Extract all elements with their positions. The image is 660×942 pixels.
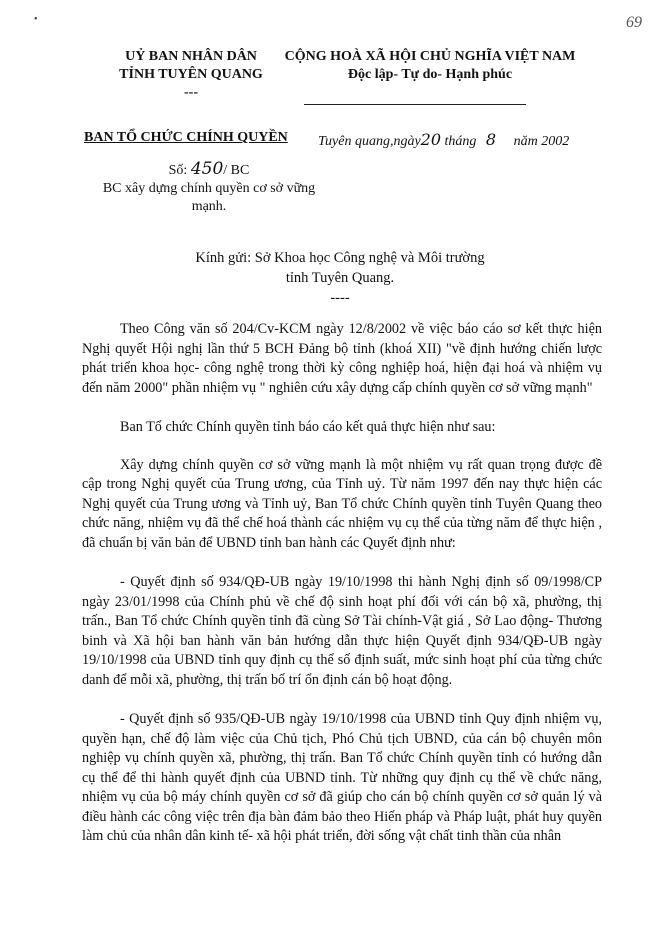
so-label: Số: xyxy=(168,163,188,178)
date-year-label: năm xyxy=(513,134,538,149)
national-header xyxy=(270,48,590,84)
document-body xyxy=(82,320,602,867)
issuer-line-2: TỈNH TUYÊN QUANG xyxy=(119,67,263,82)
place-date xyxy=(318,130,569,150)
reference-subject: BC xây dựng chính quyền cơ sở vững mạnh. xyxy=(102,181,316,214)
handwritten-page-mark: 69 xyxy=(626,14,642,31)
document-reference xyxy=(94,160,324,216)
issuer-header xyxy=(96,48,286,102)
body-paragraph-2: Ban Tổ chức Chính quyền tỉnh báo cáo kết quả thực hiện như sau: xyxy=(120,419,496,435)
date-day: 20 xyxy=(420,130,442,149)
recipient-line-1: Kính gửi: Sở Khoa học Công nghệ và Môi trường xyxy=(195,250,485,266)
national-motto: Độc lập- Tự do- Hạnh phúc xyxy=(347,67,513,82)
org-name: BAN TỔ CHỨC CHÍNH QUYỀN xyxy=(84,130,288,145)
issuer-dashes: --- xyxy=(184,85,198,100)
issuer-line-1: UỶ BAN NHÂN DÂN xyxy=(125,49,257,64)
recipient-block xyxy=(160,248,520,308)
date-year: 2002 xyxy=(541,134,570,149)
motto-underline xyxy=(304,104,526,105)
country-name: CỘNG HOÀ XÃ HỘI CHỦ NGHĨA VIỆT NAM xyxy=(284,49,576,64)
reference-number-line xyxy=(94,160,324,180)
body-paragraph-1: Theo Công văn số 204/Cv-KCM ngày 12/8/2002 về việc báo cáo sơ kết thực hiện Nghị quyết Hội nghị lần thứ 5 BCH Đảng bộ tỉnh (khoá XII) "về định hướng chiến lược phát triển khoa học- công nghệ trong thời kỳ công nghiệp hoá, hiện đại hoá và nhiệm vụ đến năm 2000" phần nhiệm vụ " nghiên cứu xây dựng cấp chính quyền cơ sở vững mạnh" xyxy=(82,321,602,396)
date-prefix: Tuyên quang,ngày xyxy=(318,134,421,149)
scan-speck: • xyxy=(34,14,38,25)
recipient-line-2: tỉnh Tuyên Quang. xyxy=(285,270,395,286)
body-paragraph-5: - Quyết định số 935/QĐ-UB ngày 19/10/1998 của UBND tỉnh Quy định nhiệm vụ, quyền hạn, chế độ làm việc của Chủ tịch, Phó Chủ tịch UBND, của cán bộ chuyên môn nghiệp vụ chính quyền xã, phường, thị trấn. Ban Tổ chức Chính quyền tỉnh có hướng dẫn cụ thể để thi hành quyết định của UBND tỉnh. Từ những quy định cụ thể về chức năng, nhiệm vụ của bộ máy chính quyền cơ sở đã giúp cho cán bộ chính quyền cơ sở quản lý và điều hành các công việc trên địa bàn đảm bảo theo Hiến pháp và Pháp luật, phát huy quyền làm chủ của nhân dân kinh tế- xã hội phát triển, đời sống vật chất tinh thần của nhân xyxy=(82,711,602,844)
body-paragraph-4: - Quyết định số 934/QĐ-UB ngày 19/10/1998 thi hành Nghị định số 09/1998/CP ngày 23/01/1998 của Chính phủ về chế độ sinh hoạt phí đối với cán bộ xã, phường, thị trấn., Ban Tổ chức Chính quyền tỉnh đã cùng Sở Tài chính-Vật giá , Sở Lao động- Thương binh và Xã hội ban hành văn bản hướng dẫn thực hiện Quyết định 934/QĐ-UB ngày 19/10/1998 của UBND tỉnh quy định cụ thể số định suất, mức sinh hoạt phí của từng chức danh để mỗi xã, phường, thị trấn bố trí ổn định cán bộ hoạt động. xyxy=(82,574,602,688)
recipient-dashes: ---- xyxy=(330,290,350,306)
reference-number: 450 xyxy=(190,159,224,179)
reference-suffix: / BC xyxy=(223,163,250,178)
date-month-label: tháng xyxy=(444,134,477,149)
body-paragraph-3: Xây dựng chính quyền cơ sở vững mạnh là một nhiệm vụ rất quan trọng được đề cập trong Nghị quyết của Trung ương, của Tỉnh uỷ. Từ năm 1997 đến nay thực hiện các Nghị quyết của Trung ương và Tỉnh uỷ, Ban Tổ chức Chính quyền tỉnh Tuyên Quang theo chức năng, nhiệm vụ đã thể chế hoá thành các nhiệm vụ cụ thể của từng năm để thực hiện , đã chuẩn bị văn bản để UBND tỉnh ban hành các Quyết định như: xyxy=(82,456,602,551)
date-month: 8 xyxy=(485,130,497,149)
